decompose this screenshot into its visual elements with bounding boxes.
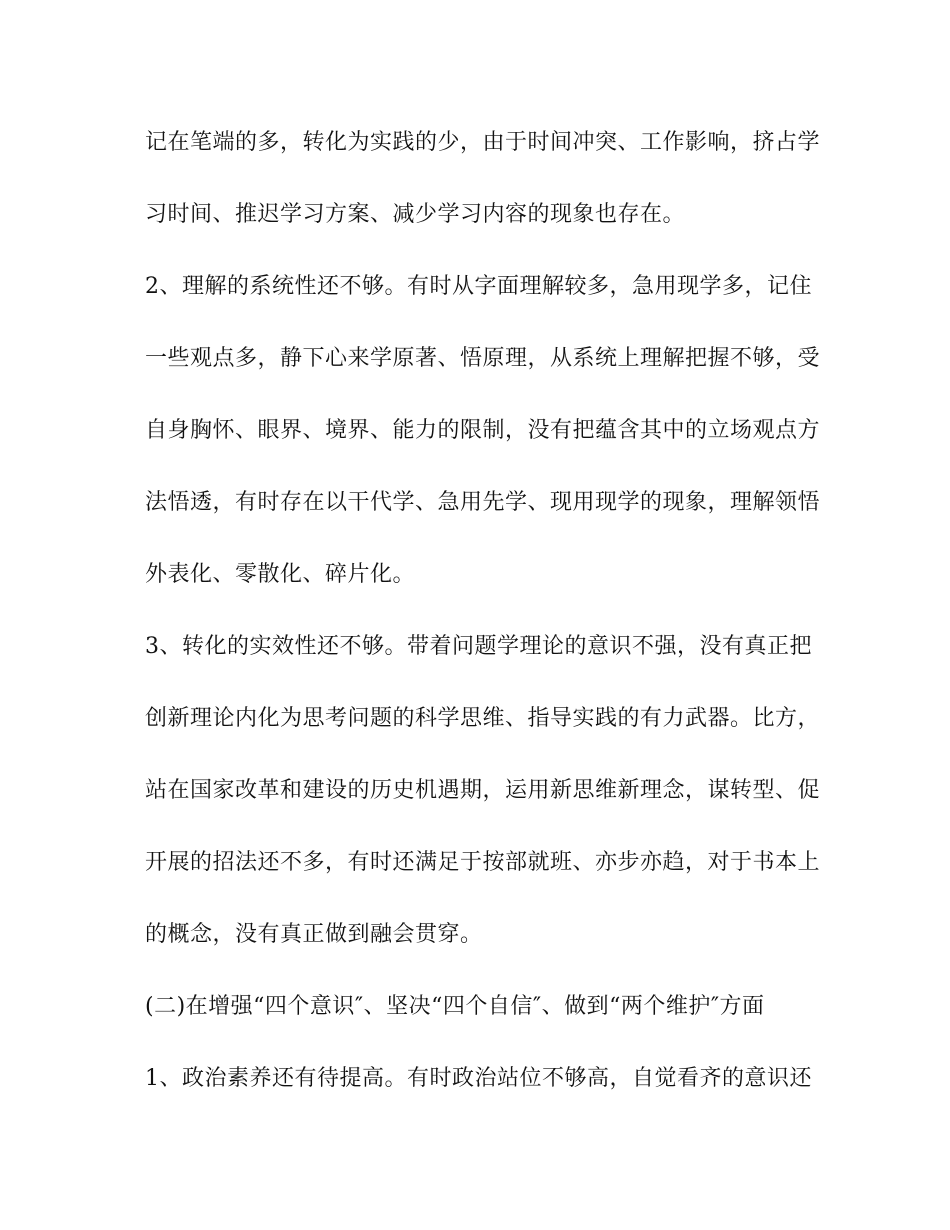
text-line: 记在笔端的多，转化为实践的少，由于时间冲突、工作影响，挤占学 — [145, 130, 821, 155]
text-line: 习时间、推迟学习方案、减少学习内容的现象也存在。 — [145, 202, 686, 227]
text-line: 的概念，没有真正做到融会贯穿。 — [145, 922, 483, 947]
text-line: 3、转化的实效性还不够。带着问题学理论的意识不强，没有真正把 — [145, 634, 812, 659]
text-line: 站在国家改革和建设的历史机遇期，运用新思维新理念，谋转型、促 — [145, 778, 821, 803]
text-line: 外表化、零散化、碎片化。 — [145, 562, 416, 587]
text-line: 一些观点多，静下心来学原著、悟原理，从系统上理解把握不够，受 — [145, 346, 821, 371]
text-line: 开展的招法还不多，有时还满足于按部就班、亦步亦趋，对于书本上 — [145, 850, 821, 875]
text-line: 1、政治素养还有待提高。有时政治站位不够高，自觉看齐的意识还 — [145, 1066, 812, 1091]
text-line: 创新理论内化为思考问题的科学思维、指导实践的有力武器。比方， — [145, 706, 821, 731]
text-line: 自身胸怀、眼界、境界、能力的限制，没有把蕴含其中的立场观点方 — [145, 418, 821, 443]
section-heading: (二)在增强“四个意识″、坚决“四个自信″、做到“两个维护″方面 — [145, 994, 765, 1019]
text-line: 法悟透，有时存在以干代学、急用先学、现用现学的现象，理解领悟 — [145, 490, 821, 515]
text-line: 2、理解的系统性还不够。有时从字面理解较多，急用现学多，记住 — [145, 274, 812, 299]
